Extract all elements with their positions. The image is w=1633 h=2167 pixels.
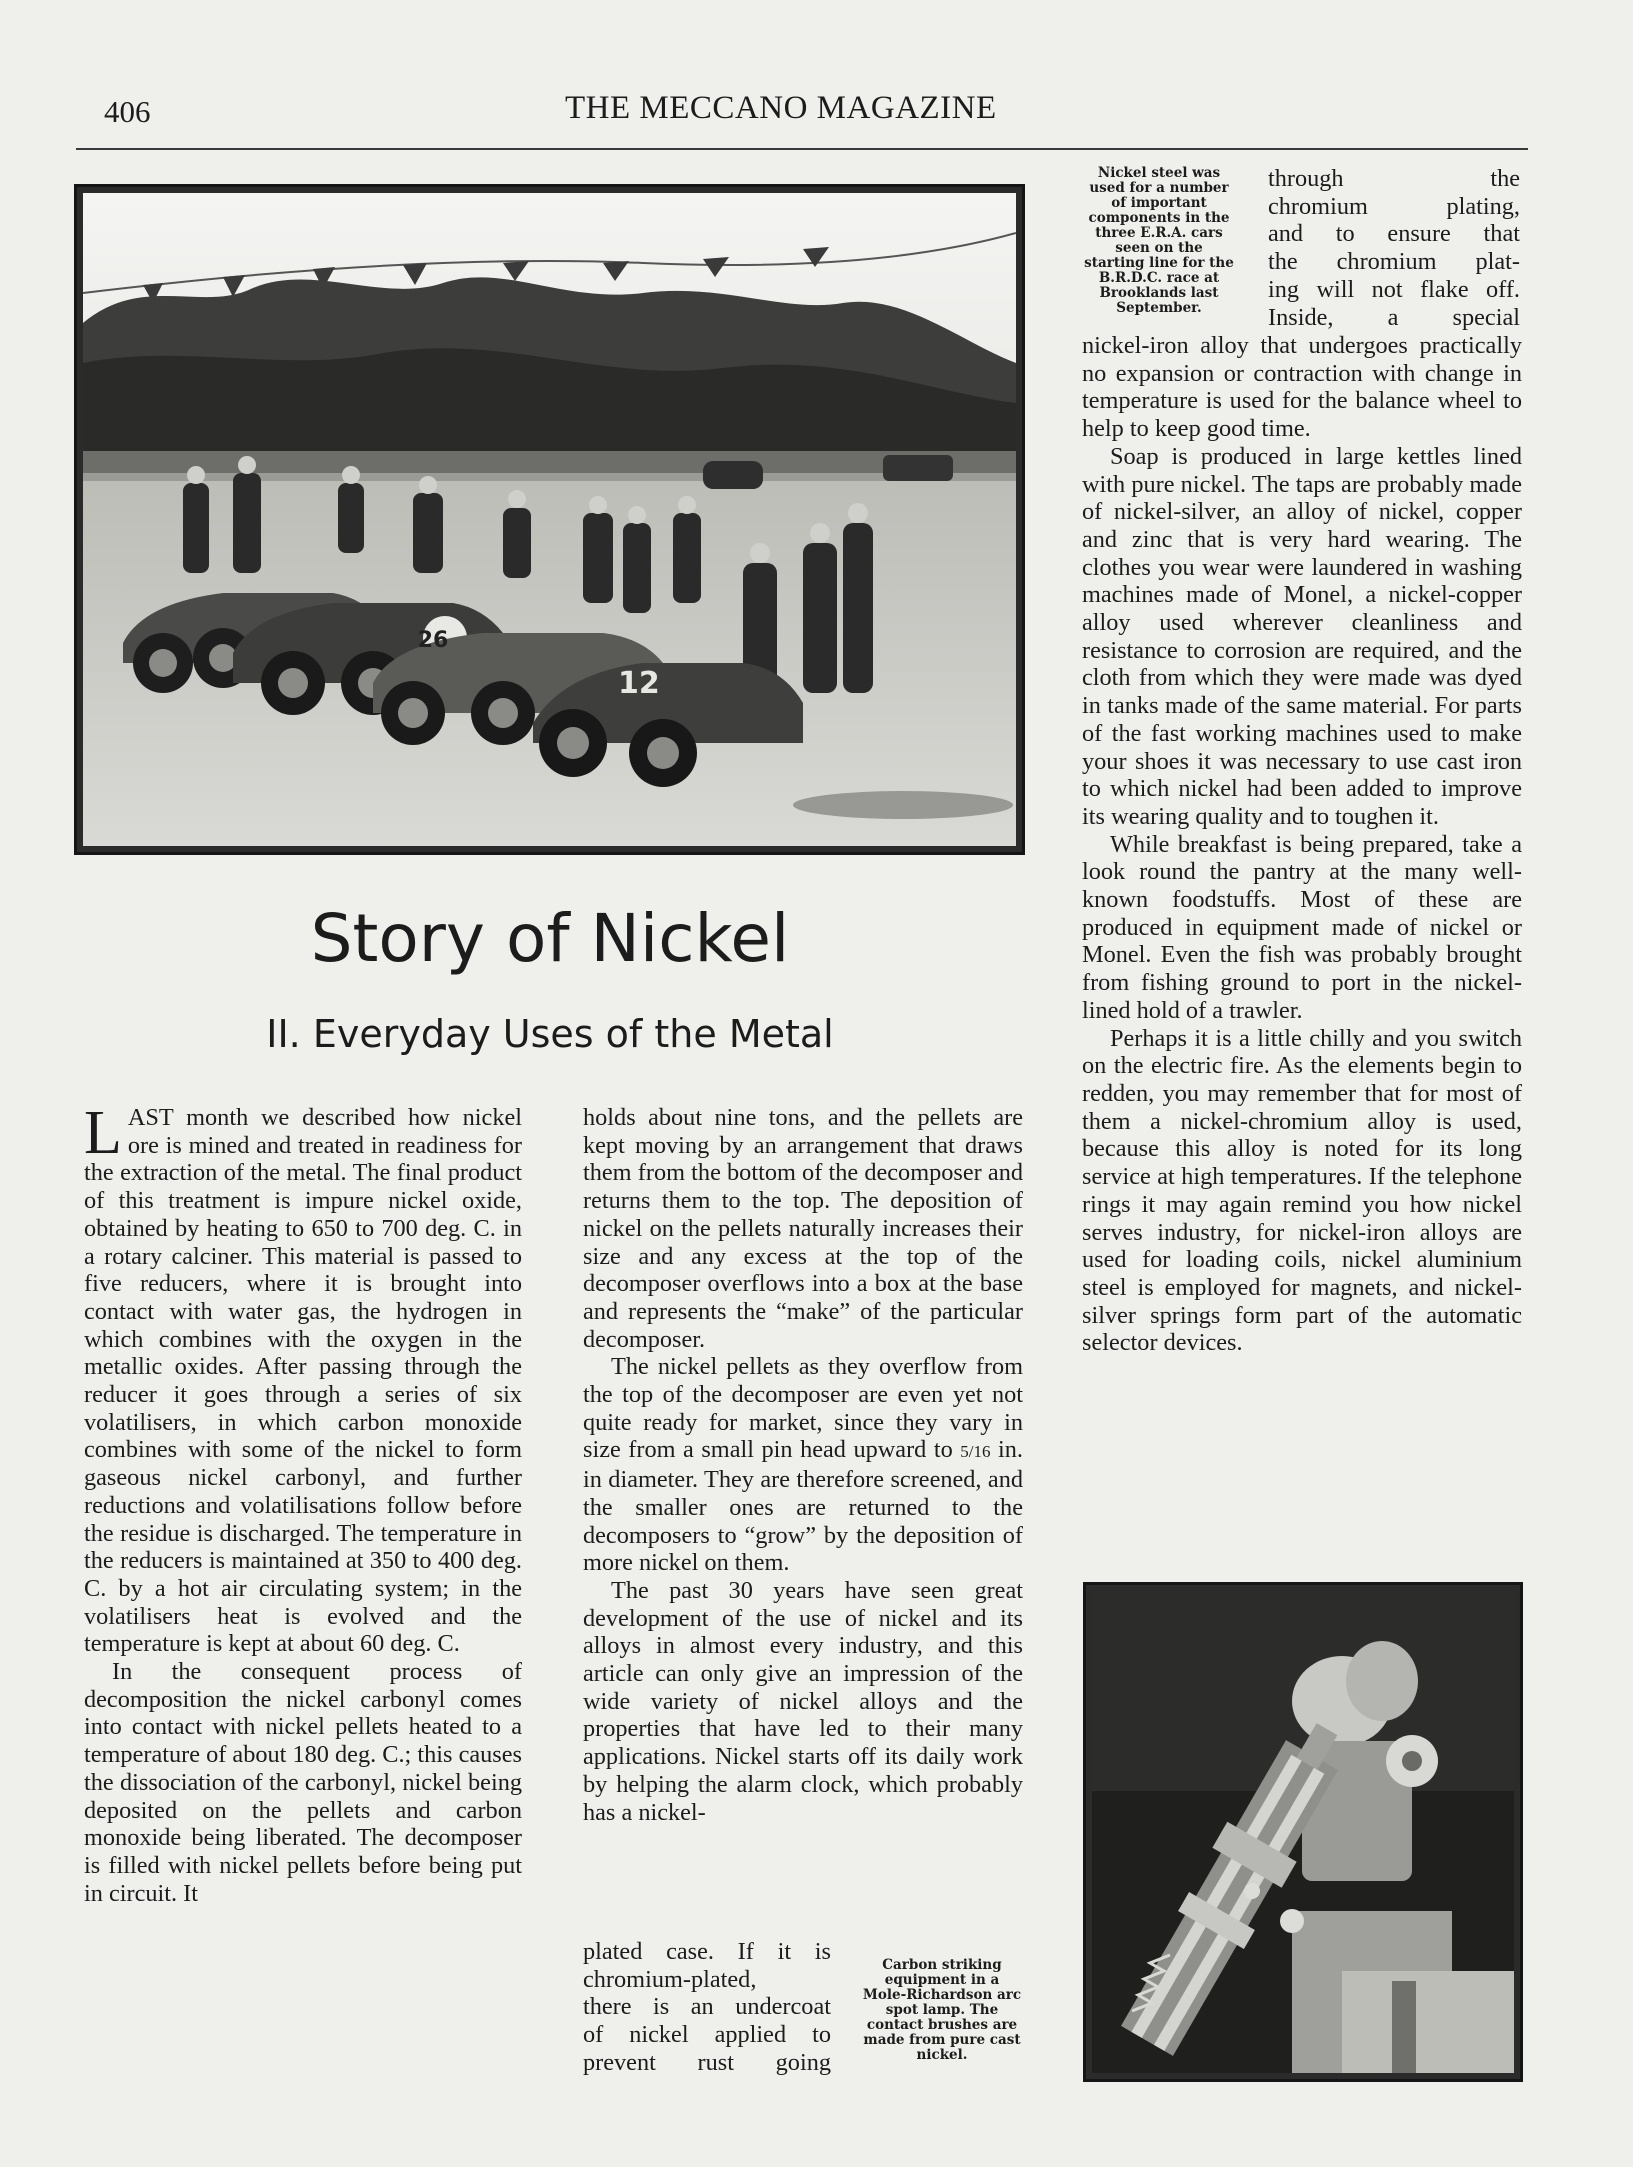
- article-col2-tail: [583, 1938, 831, 2077]
- magazine-title: THE MECCANO MAGAZINE: [565, 90, 997, 126]
- paragraph-text: The nickel pellets as they overflow from the top of the decomposer are even yet not quite ready for market, since they vary in size from a small pin head upward to: [583, 1353, 1023, 1464]
- paragraph: Perhaps it is a little chilly and you switch on the electric fire. As the elements begin to redden, you may remember that for most of them a nickel-chromium alloy is used, because this alloy is noted for its long service at high temperatures. If the telephone rings it may again remind you how nickel serves industry, for nickel-iron alloys are used for loading coils, nickel aluminium steel is employed for magnets, and nickel-silver springs form part of the automatic selector devices.: [1082, 1024, 1522, 1357]
- bottom-photo-caption: Carbon striking equipment in a Mole-Richardson arc spot lamp. The contact brushes are made from pure cast nickel.: [862, 1957, 1022, 2063]
- article-title: Story of Nickel: [310, 900, 790, 977]
- carbon-lamp-photo: [1083, 1582, 1523, 2082]
- paragraph: holds about nine tons, and the pellets are kept moving by an arrangement that draws them from the bottom of the decomposer and returns them to the top. The deposition of nickel on the pellets naturally increases their size and any excess at the top of the decomposer overflows into a box at the base and represents the “make” of the particular decomposer.: [583, 1104, 1023, 1353]
- article-col3: [1082, 332, 1522, 1357]
- article-subtitle: II. Everyday Uses of the Metal: [266, 1012, 834, 1056]
- paragraph-text: in. in diameter. They are therefore screened, and the smaller ones are returned to the decomposers to “grow” by the deposition of more nickel on them.: [583, 1436, 1023, 1577]
- racing-cars-photo: [74, 184, 1025, 855]
- dropcap: L: [84, 1099, 122, 1167]
- text-line: through the: [1268, 165, 1520, 192]
- text-line: plated case. If it is: [583, 1938, 831, 1965]
- car-number-12: 12: [618, 666, 660, 701]
- article-col3-top: [1268, 165, 1520, 331]
- paragraph: Soap is produced in large kettles lined with pure nickel. The taps are probably made of nickel-silver, an alloy of nickel, copper and zinc that is very hard wearing. The clothes you wear were laundered in washing machines made of Monel, a nickel-copper alloy used wherever cleanliness and resistance to corrosion are required, and the cloth from which they were made was dyed in tanks made of the same material. For parts of the fast working machines used to make your shoes it was necessary to use cast iron to which nickel had been added to improve its wearing quality and to toughen it.: [1082, 442, 1522, 830]
- page-number: 406: [104, 94, 151, 129]
- text-line: chromium-plated,: [583, 1965, 757, 1993]
- text-line: and to ensure that: [1268, 220, 1520, 248]
- paragraph: [84, 1099, 522, 1658]
- car-number-26: 26: [417, 628, 449, 653]
- header-rule: [76, 148, 1528, 150]
- article-col1: [84, 1099, 522, 1907]
- text-line: there is an undercoat: [583, 1993, 831, 2021]
- paragraph: nickel-iron alloy that undergoes practically no expansion or contraction with change in temperature is used for the balance wheel to help to keep good time.: [1082, 332, 1522, 443]
- text-line: Inside, a special: [1268, 303, 1520, 331]
- text-line: prevent rust going: [583, 2048, 831, 2076]
- text-line: chromium plating,: [1268, 192, 1520, 220]
- text-line: ing will not flake off.: [1268, 275, 1520, 303]
- top-photo-caption: Nickel steel was used for a number of important components in the three E.R.A. cars seen on the starting line for the B.R.D.C. race at Brooklands last September.: [1084, 165, 1234, 316]
- text-line: the chromium plat-: [1268, 248, 1520, 276]
- paragraph: [583, 1353, 1023, 1577]
- text-line: of nickel applied to: [583, 2021, 831, 2049]
- paragraph: The past 30 years have seen great development of the use of nickel and its alloys in almost every industry, and this article can only give an impression of the wide variety of nickel alloys and the properties that have led to their many applications. Nickel starts off its daily work by helping the alarm clock, which probably has a nickel-: [583, 1576, 1023, 1826]
- paragraph: While breakfast is being prepared, take a look round the pantry at the many well-known foodstuffs. Most of these are produced in equipment made of nickel or Monel. Even the fish was probably brought from fishing ground to port in the nickel-lined hold of a trawler.: [1082, 830, 1522, 1024]
- fraction: 5/16: [960, 1442, 991, 1462]
- paragraph: In the consequent process of decomposition the nickel carbonyl comes into contact with nickel pellets heated to a temperature of about 180 deg. C.; this causes the dissociation of the carbonyl, nickel being deposited on the pellets and carbon monoxide being liberated. The decomposer is filled with nickel pellets before being put in circuit. It: [84, 1658, 522, 1907]
- article-col2: [583, 1104, 1023, 1826]
- paragraph-text: AST month we described how nickel ore is mined and treated in readiness for the extraction of the metal. The final product of this treatment is impure nickel oxide, obtained by heating to 650 to 700 deg. C. in a rotary calciner. This material is passed to five reducers, where it is brought into contact with water gas, the hydrogen in which combines with the oxygen in the metallic oxides. After passing through the reducer it goes through a series of six volatilisers, in which carbon monoxide combines with some of the nickel to form gaseous nickel carbonyl, and further reductions and volatilisations follow before the residue is discharged. The temperature in the reducers is maintained at 350 to 400 deg. C. by a hot air circulating system; in the volatilisers heat is evolved and the temperature is kept at about 60 deg. C.: [84, 1104, 522, 1658]
